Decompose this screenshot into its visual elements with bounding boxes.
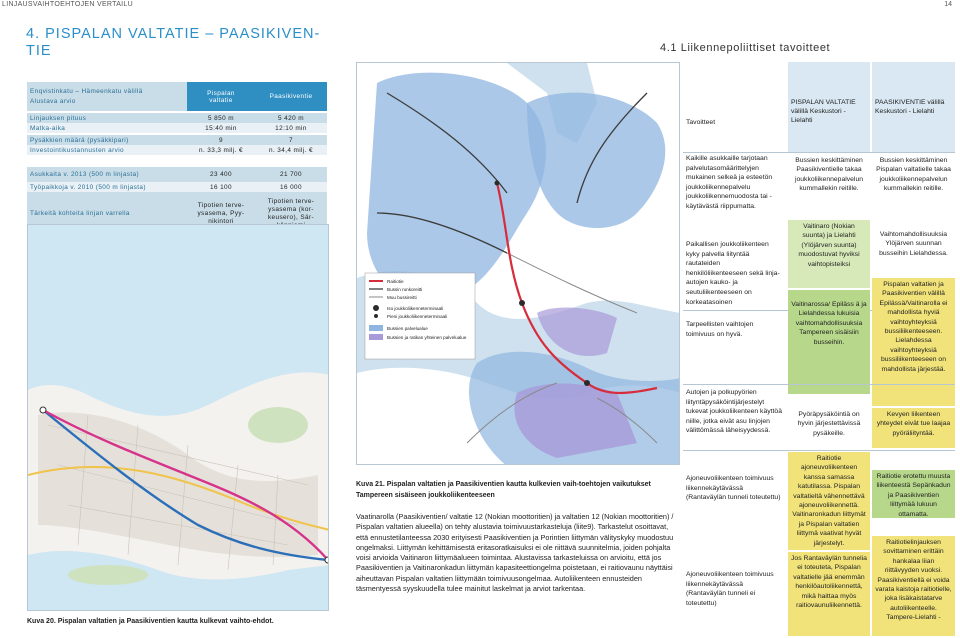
goal-3: Tarpeellisten vaihtojen toimivuus on hyvä.: [683, 320, 786, 380]
goal-6-pispala: Jos Rantaväylän tunnelia ei toteuteta, Pispalan valtatielle jää enemmän henkilöautoliikennettä, mikä haittaa myös raitiovaunuliikennettä.: [788, 552, 870, 636]
header-col-pispala: Pispalan valtatie: [187, 82, 255, 111]
legend-muu-bussireitti: Muu bussireitti: [387, 295, 417, 300]
comparison-table-header: [27, 82, 327, 111]
legend-bussien-palvelualue: Bussien palvelualue: [387, 326, 428, 331]
goal-1-pispala: Bussien keskittäminen Paasikiventielle takaa joukkoliikennepalvelun kummallekin reitille.: [788, 154, 870, 238]
col-head-pispala: PISPALAN VALTATIE välillä Keskustori - Lielahti: [788, 62, 870, 152]
col-head-goals: Tavoitteet: [683, 62, 786, 152]
chapter-title-line1: 4. PISPALAN VALTATIE – PAASIKIVEN-: [26, 26, 321, 42]
col-head-paasikivi: PAASIKIVENTIE välillä Keskustori - Lielahti: [872, 62, 955, 152]
goal-4-paasikivi: Kevyen liikenteen yhteydet eivät tue laajaa pyöräliityntää.: [872, 408, 955, 448]
goal-6: Ajoneuvoliikenteen toimivuus liikennekäytävässä (Rantaväylän tunneli ei toteutettu): [683, 570, 786, 610]
route-alternatives-map-graphic: [28, 225, 329, 611]
goal-5-pispala: Raitiotie ajoneuvoliikenteen kanssa samassa katutilassa. Pispalan valtatieltä vähennettävä ajoneuvoliikennettä. Vaitinaronkadun liittymät ja Pispalan valtatien liittymä vaativat hyvät järjestelyt.: [788, 452, 870, 550]
goal-5: Ajoneuvoliikenteen toimivuus liikennekäytävässä (Rantaväylän tunneli toteutettu): [683, 474, 786, 524]
chapter-title-line2: TIE: [26, 43, 52, 59]
goal-4-pispala: Pyöräpysäköintiä on hyvin järjestettävissä pysäkeille.: [788, 408, 870, 448]
table-row: Linjauksen pituus 5 850 m 5 420 m: [27, 113, 327, 123]
chapter-title: [26, 26, 326, 60]
goal-1: Kaikille asukkaille tarjotaan palvelutasomäärittelyjen mukainen selkeä ja esteetön joukkoliikennepalvelu joukkoliikennemuodosta tai -käytävästä riippumatta.: [683, 154, 786, 238]
table-row: Asukkaita v. 2013 (500 m linjasta) 23 400 21 700: [27, 167, 327, 182]
legend-yhteinen-palvelualue: Bussien ja ratikan yhteinen palvelualue: [387, 335, 467, 340]
running-header: LINJAUSVAIHTOEHTOJEN VERTAILU: [2, 1, 133, 8]
goal-5-paasikivi: Raitiotie erotettu muusta liikenteestä Sepänkadun ja Paasikiventien liittymää lukuun ottamatta.: [872, 470, 955, 518]
figure-21-caption: Kuva 21. Pispalan valtatien ja Paasikiventien kautta kulkevien vaih-toehtojen vaikutukset Tampereen sisäiseen joukkoliikenteeseen: [356, 481, 651, 499]
legend-raitiotie: Raitiotie: [387, 279, 404, 284]
goals-table: [683, 62, 955, 636]
table-row: Investointikustannusten arvio n. 33,3 milj. € n. 34,4 milj. €: [27, 145, 327, 155]
header-col-paasikivi: Paasikiventie: [255, 82, 327, 111]
goal-6-paasikivi: Raitiotielinjauksen sovittaminen erittäin hankalaa liian riittävyyden vuoksi. Paasikiventiellä ei voida varata kaistoja raitiotielle, joka lisäkaistatarve autoliikenteelle. Tampere-Lielahti -: [872, 536, 955, 636]
goal-2: Paikallisen joukkoliikenteen kyky palvella liityntää rautateiden henkilöliikenteeseen sekä linja-autojen kauko- ja seutuliikenteeseen on korkeatasoinen: [683, 240, 786, 308]
goal-1-paasikivi: Bussien keskittäminen Pispalan valtatielle takaa joukkoliikennepalvelun kummallekin reitille.: [872, 154, 955, 238]
legend-iso-terminaali: Iso joukkoliikenneterminaali: [387, 306, 444, 311]
comparison-table: [27, 82, 327, 236]
section-title: 4.1 Liikennepoliittiset tavoitteet: [660, 42, 831, 54]
goal-3-paasikivi: Pispalan valtatien ja Paasikiventien välillä Epilässä/Vaitinarolla ei mahdollista hyviä vaihtoyhteyksiä bussiliikenteeseen. Lielahdessa vaihtoyhteyksiä bussiliikenteeseen on mahdollista järjestää.: [872, 278, 955, 406]
route-alternatives-map: [27, 224, 329, 611]
table-row: Matka-aika 15:40 min 12:10 min: [27, 123, 327, 133]
legend-pieni-terminaali: Pieni joukkoliikenneterminaali: [387, 314, 448, 319]
table-row: Tärkeitä kohteita linjan varrella Tipotien terve-ysasema, Pyy-nikintori Tipotien terve-ysasema (kor-keusero), Sär-: [27, 192, 327, 236]
table-row: Työpaikkoja v. 2010 (500 m linjasta) 16 100 16 000: [27, 182, 327, 192]
goal-3-pispala: Vaitinarossa/ Epiläss ä ja Lielahdessa lukuisia vaihtomahdollisuuksia Tampereen sisäisiin busseihin.: [788, 290, 870, 394]
service-area-map-graphic: [357, 63, 680, 465]
legend-runkoreitti: Bussin runkoreitti: [387, 287, 423, 292]
goal-4: Autojen ja polkupyörien liityntäpysäköintijärjestelyt tukevat joukkoliikenteen käyttöä niille, jotka eivät asu linjojen välittömässä läheisyydessä.: [683, 388, 786, 462]
goal-2-pispala: Vaitinaro (Nokian suunta) ja Lielahti (Ylöjärven suunta) muodostuvat hyviksi vaihtopisteiksi: [788, 220, 870, 288]
page-number: 14: [944, 1, 952, 8]
service-area-map: [356, 62, 680, 465]
figure-20-caption: Kuva 20. Pispalan valtatien ja Paasikiventien kautta kulkevat vaihto-ehdot.: [27, 618, 274, 625]
goal-2-paasikivi: Vaihtomahdollisuuksia Ylöjärven suunnan busseihin Lielahdessa.: [872, 228, 955, 286]
table-row: Pysäkkien määrä (pysäkkipari) 9 7: [27, 135, 327, 145]
body-paragraph: Vaatinarolla (Paasikiventien/ valtatie 12 (Nokian moottoritien) ja valtatien 12 (Nokian moottoritien) / Pispalan valtatien alueella) on tehty alustavia toimivuustarkasteluja (liite9). Tarkastelut osoittavat, että ennustetilanteessa 2030 erityisesti Paasikiventien ja Porintien liittymän välityskyky muodostuu ongelmaksi. Liittymän kehittämisestä eritasoratkaisuksi ei ole riittävä suunnitelmia, joiden pohjalta voisi arvioida Vaitinaron liittymäalueen toimintaa. Alustavissa tarkasteluissa on arvioitu, että jos Paasikiventien ja Vaitinaronkadun liittymän kapasiteettiongelma poistetaan, ei raitiovaunu näyttäisi aiheuttavan Pispalan valtatien liittymään toimivuusongelmaa. Autoliikenteen ennusteiden täsmentyessä syyskuudella tulee mainitut laskelmat ja arviot tarkentaa.: [356, 512, 674, 594]
header-label: Enqvistinkatu – Hämeenkatu välillä Alustava arvio: [27, 82, 187, 111]
